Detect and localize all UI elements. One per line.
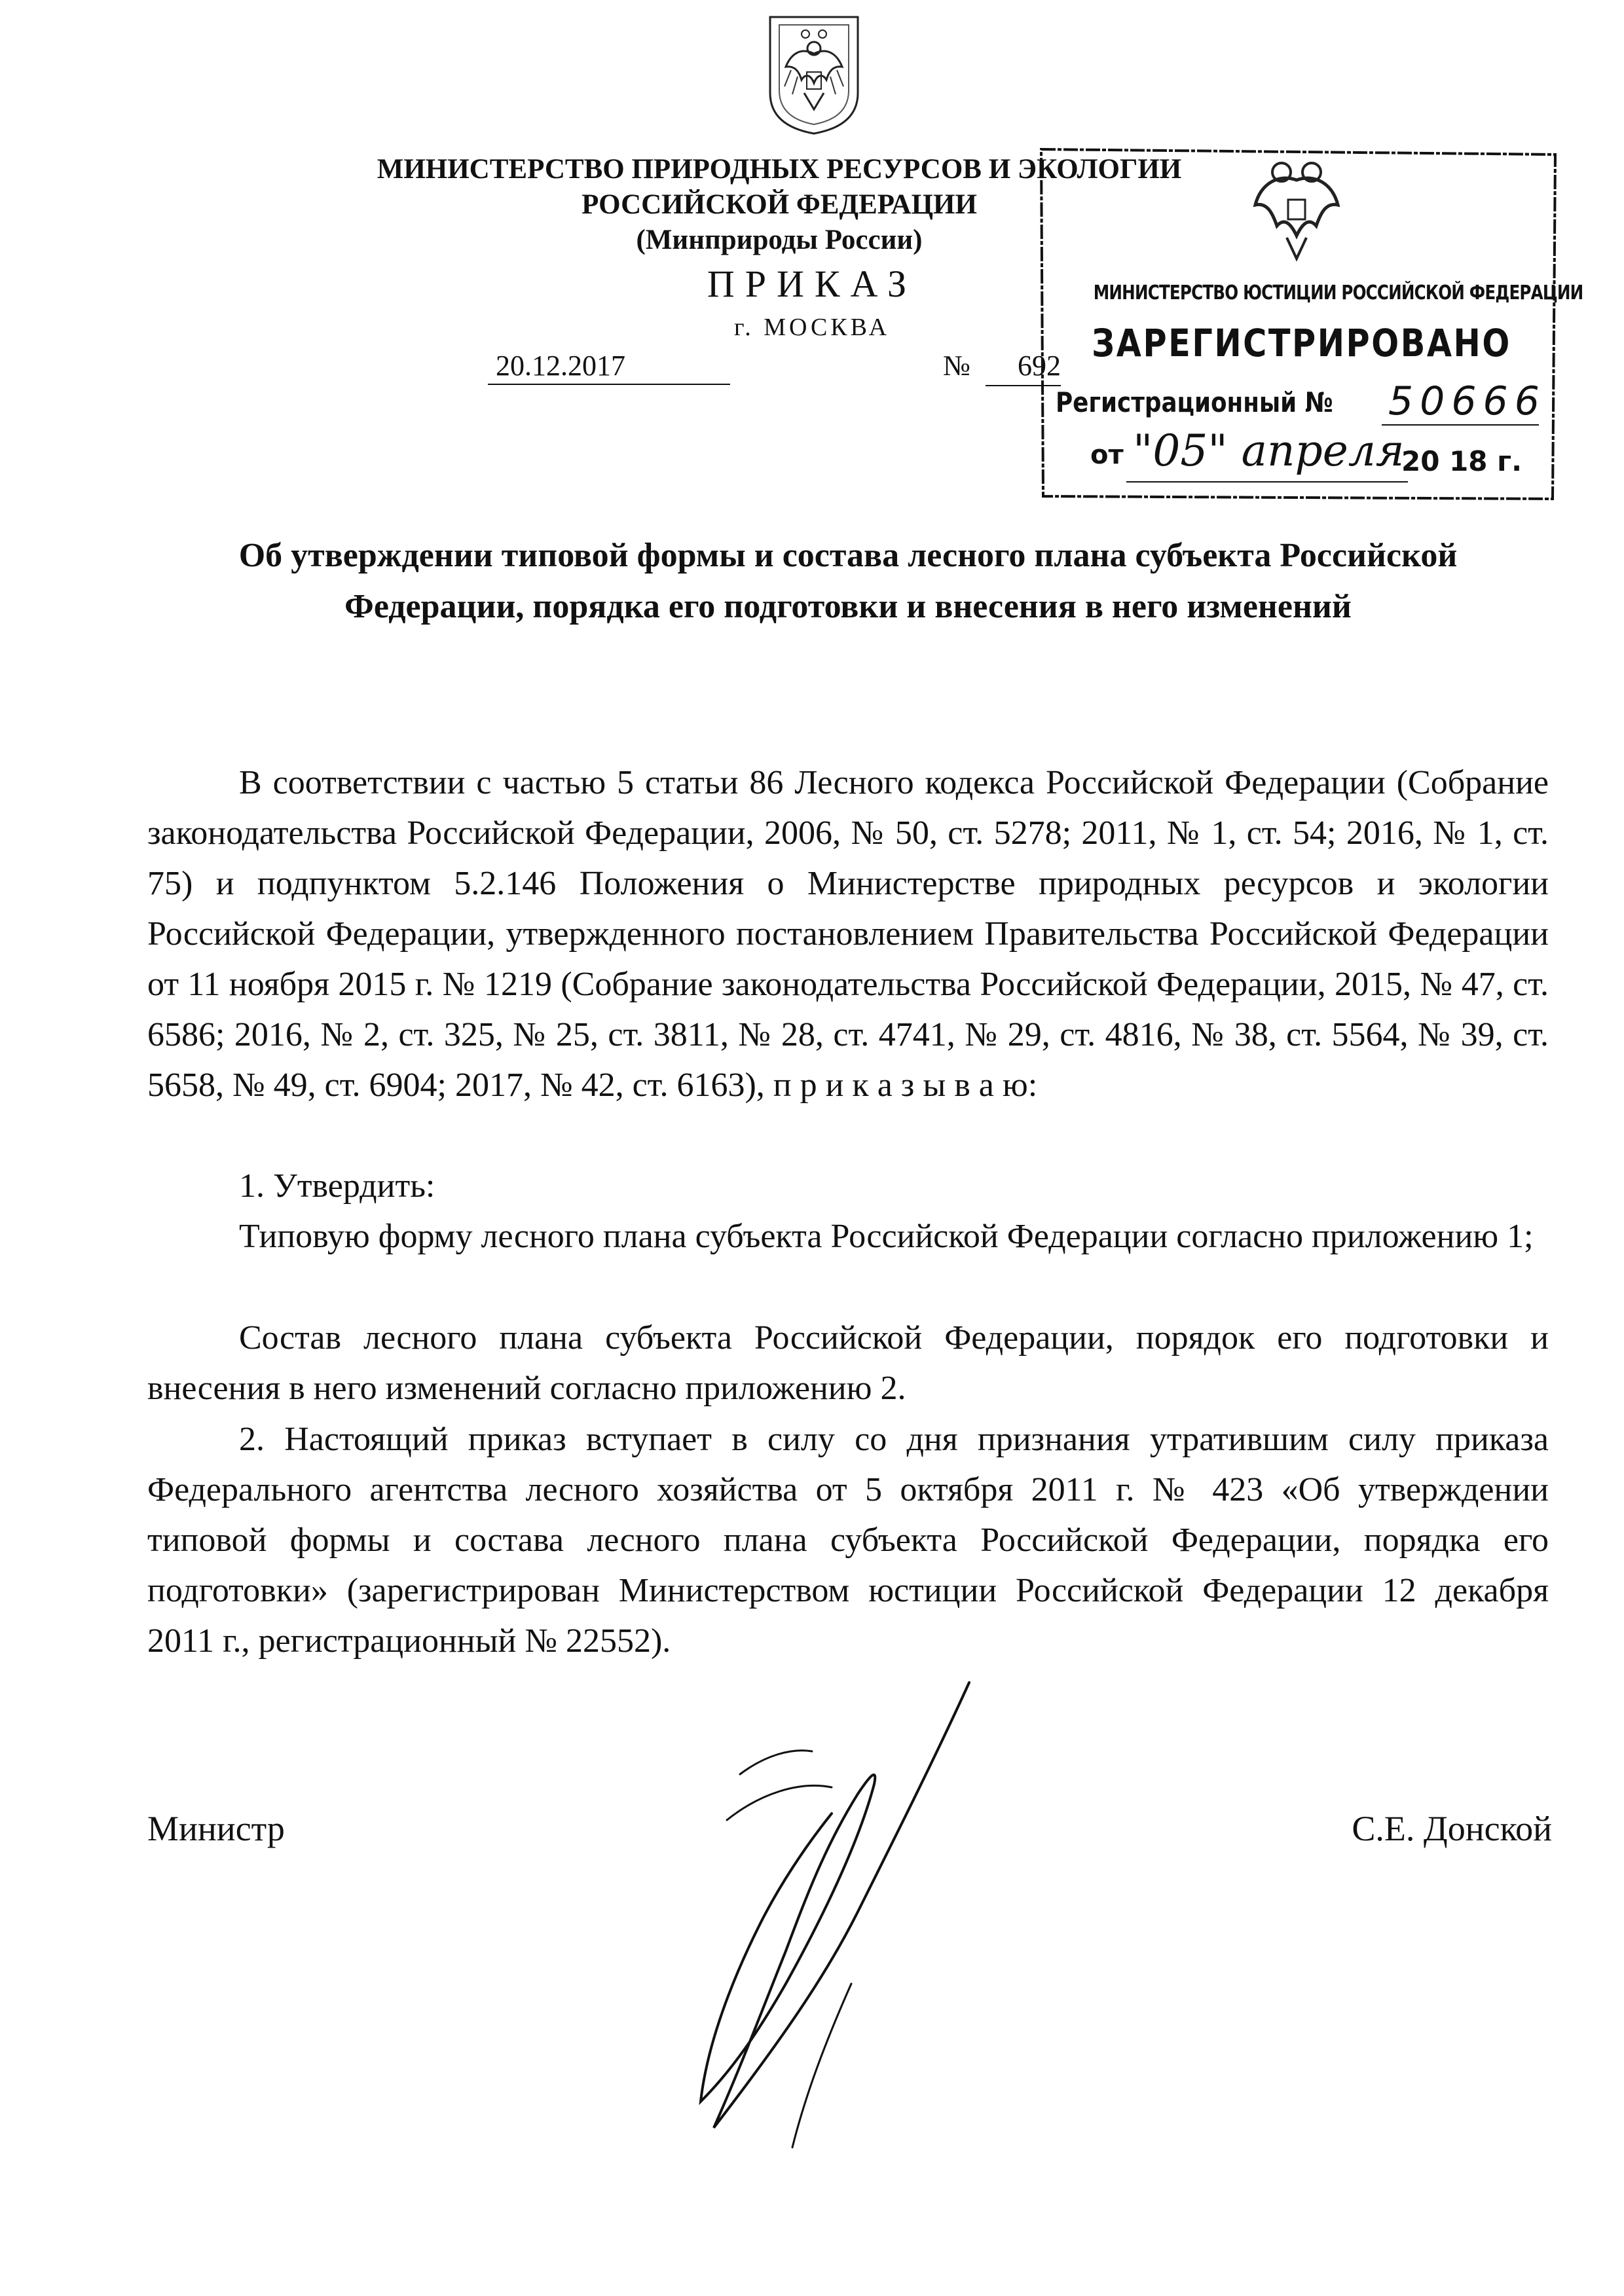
body-paragraph-appendix-1: Типовую форму лесного плана субъекта Российской Федерации согласно приложению 1;: [239, 1218, 1534, 1255]
document-number: 692: [986, 347, 1061, 386]
stamp-organization: МИНИСТЕРСТВО ЮСТИЦИИ РОССИЙСКОЙ ФЕДЕРАЦИИ: [1093, 282, 1583, 304]
document-city: г. МОСКВА: [733, 314, 891, 341]
number-sign: №: [943, 350, 970, 382]
stamp-registration-date: "05" апреля: [1133, 426, 1405, 476]
body-paragraph-item-1: 1. Утвердить:: [239, 1167, 435, 1205]
signatory-name: С.Е. Донской: [1352, 1809, 1552, 1848]
body-paragraph-appendix-2: Состав лесного плана субъекта Российской Федерации, порядок его подготовки и внесения в него изменений согласно приложению 2.: [147, 1319, 1549, 1407]
double-headed-eagle-icon: [1247, 154, 1346, 265]
stamp-registration-year: 20 18 г.: [1401, 445, 1522, 477]
coat-of-arms-icon: [765, 14, 863, 136]
stamp-date-underline: [1126, 481, 1408, 483]
stamp-registration-number: 50666: [1388, 378, 1546, 424]
stamp-from-label: от: [1090, 440, 1124, 470]
ministry-name-line2: РОССИЙСКОЙ ФЕДЕРАЦИИ: [581, 189, 977, 220]
ministry-short-name: (Минприроды России): [636, 225, 923, 255]
body-paragraph-item-2: 2. Настоящий приказ вступает в силу со дня признания утратившим силу приказа Федерального агентства лесного хозяйства от 5 октября 2011 г. № 423 «Об утверждении типовой формы и состава лесного плана субъекта Российской Федерации, порядка его подготовки» (зарегистрирован Министерством юстиции Российской Федерации 12 декабря 2011 г., регистрационный № 22552).: [147, 1421, 1549, 1660]
document-title: Об утверждении типовой формы и состава лесного плана субъекта Российской Федерации, порядка его подготовки и внесения в него изменений: [238, 537, 1458, 625]
stamp-status: ЗАРЕГИСТРИРОВАНО: [1092, 321, 1511, 365]
body-paragraph-preamble: В соответствии с частью 5 статьи 86 Лесного кодекса Российской Федерации (Собрание законодательства Российской Федерации, 2006, № 50, ст. 5278; 2011, № 1, ст. 54; 2016, № 1, ст. 75) и подпунктом 5.2.146 Положения о Министерстве природных ресурсов и экологии Российской Федерации, утвержденного постановлением Правительства Российской Федерации от 11 ноября 2015 г. № 1219 (Собрание законодательства Российской Федерации, 2015, № 47, ст. 6586; 2016, № 2, ст. 325, № 25, ст. 3811, № 28, ст. 4741, № 29, ст. 4816, № 38, ст. 5564, № 39, ст. 5658, № 49, ст. 6904; 2017, № 42, ст. 6163), п р и к а з ы в а ю:: [147, 764, 1549, 1104]
handwritten-signature: [661, 1676, 1002, 2154]
document-date: 20.12.2017: [488, 347, 730, 385]
stamp-registration-label: Регистрационный №: [1056, 386, 1333, 418]
ministry-name-line1: МИНИСТЕРСТВО ПРИРОДНЫХ РЕСУРСОВ И ЭКОЛОГИИ: [377, 154, 1182, 185]
signatory-position: Министр: [147, 1809, 285, 1848]
stamp-registration-underline: [1382, 424, 1539, 426]
document-type: ПРИКАЗ: [707, 263, 917, 305]
